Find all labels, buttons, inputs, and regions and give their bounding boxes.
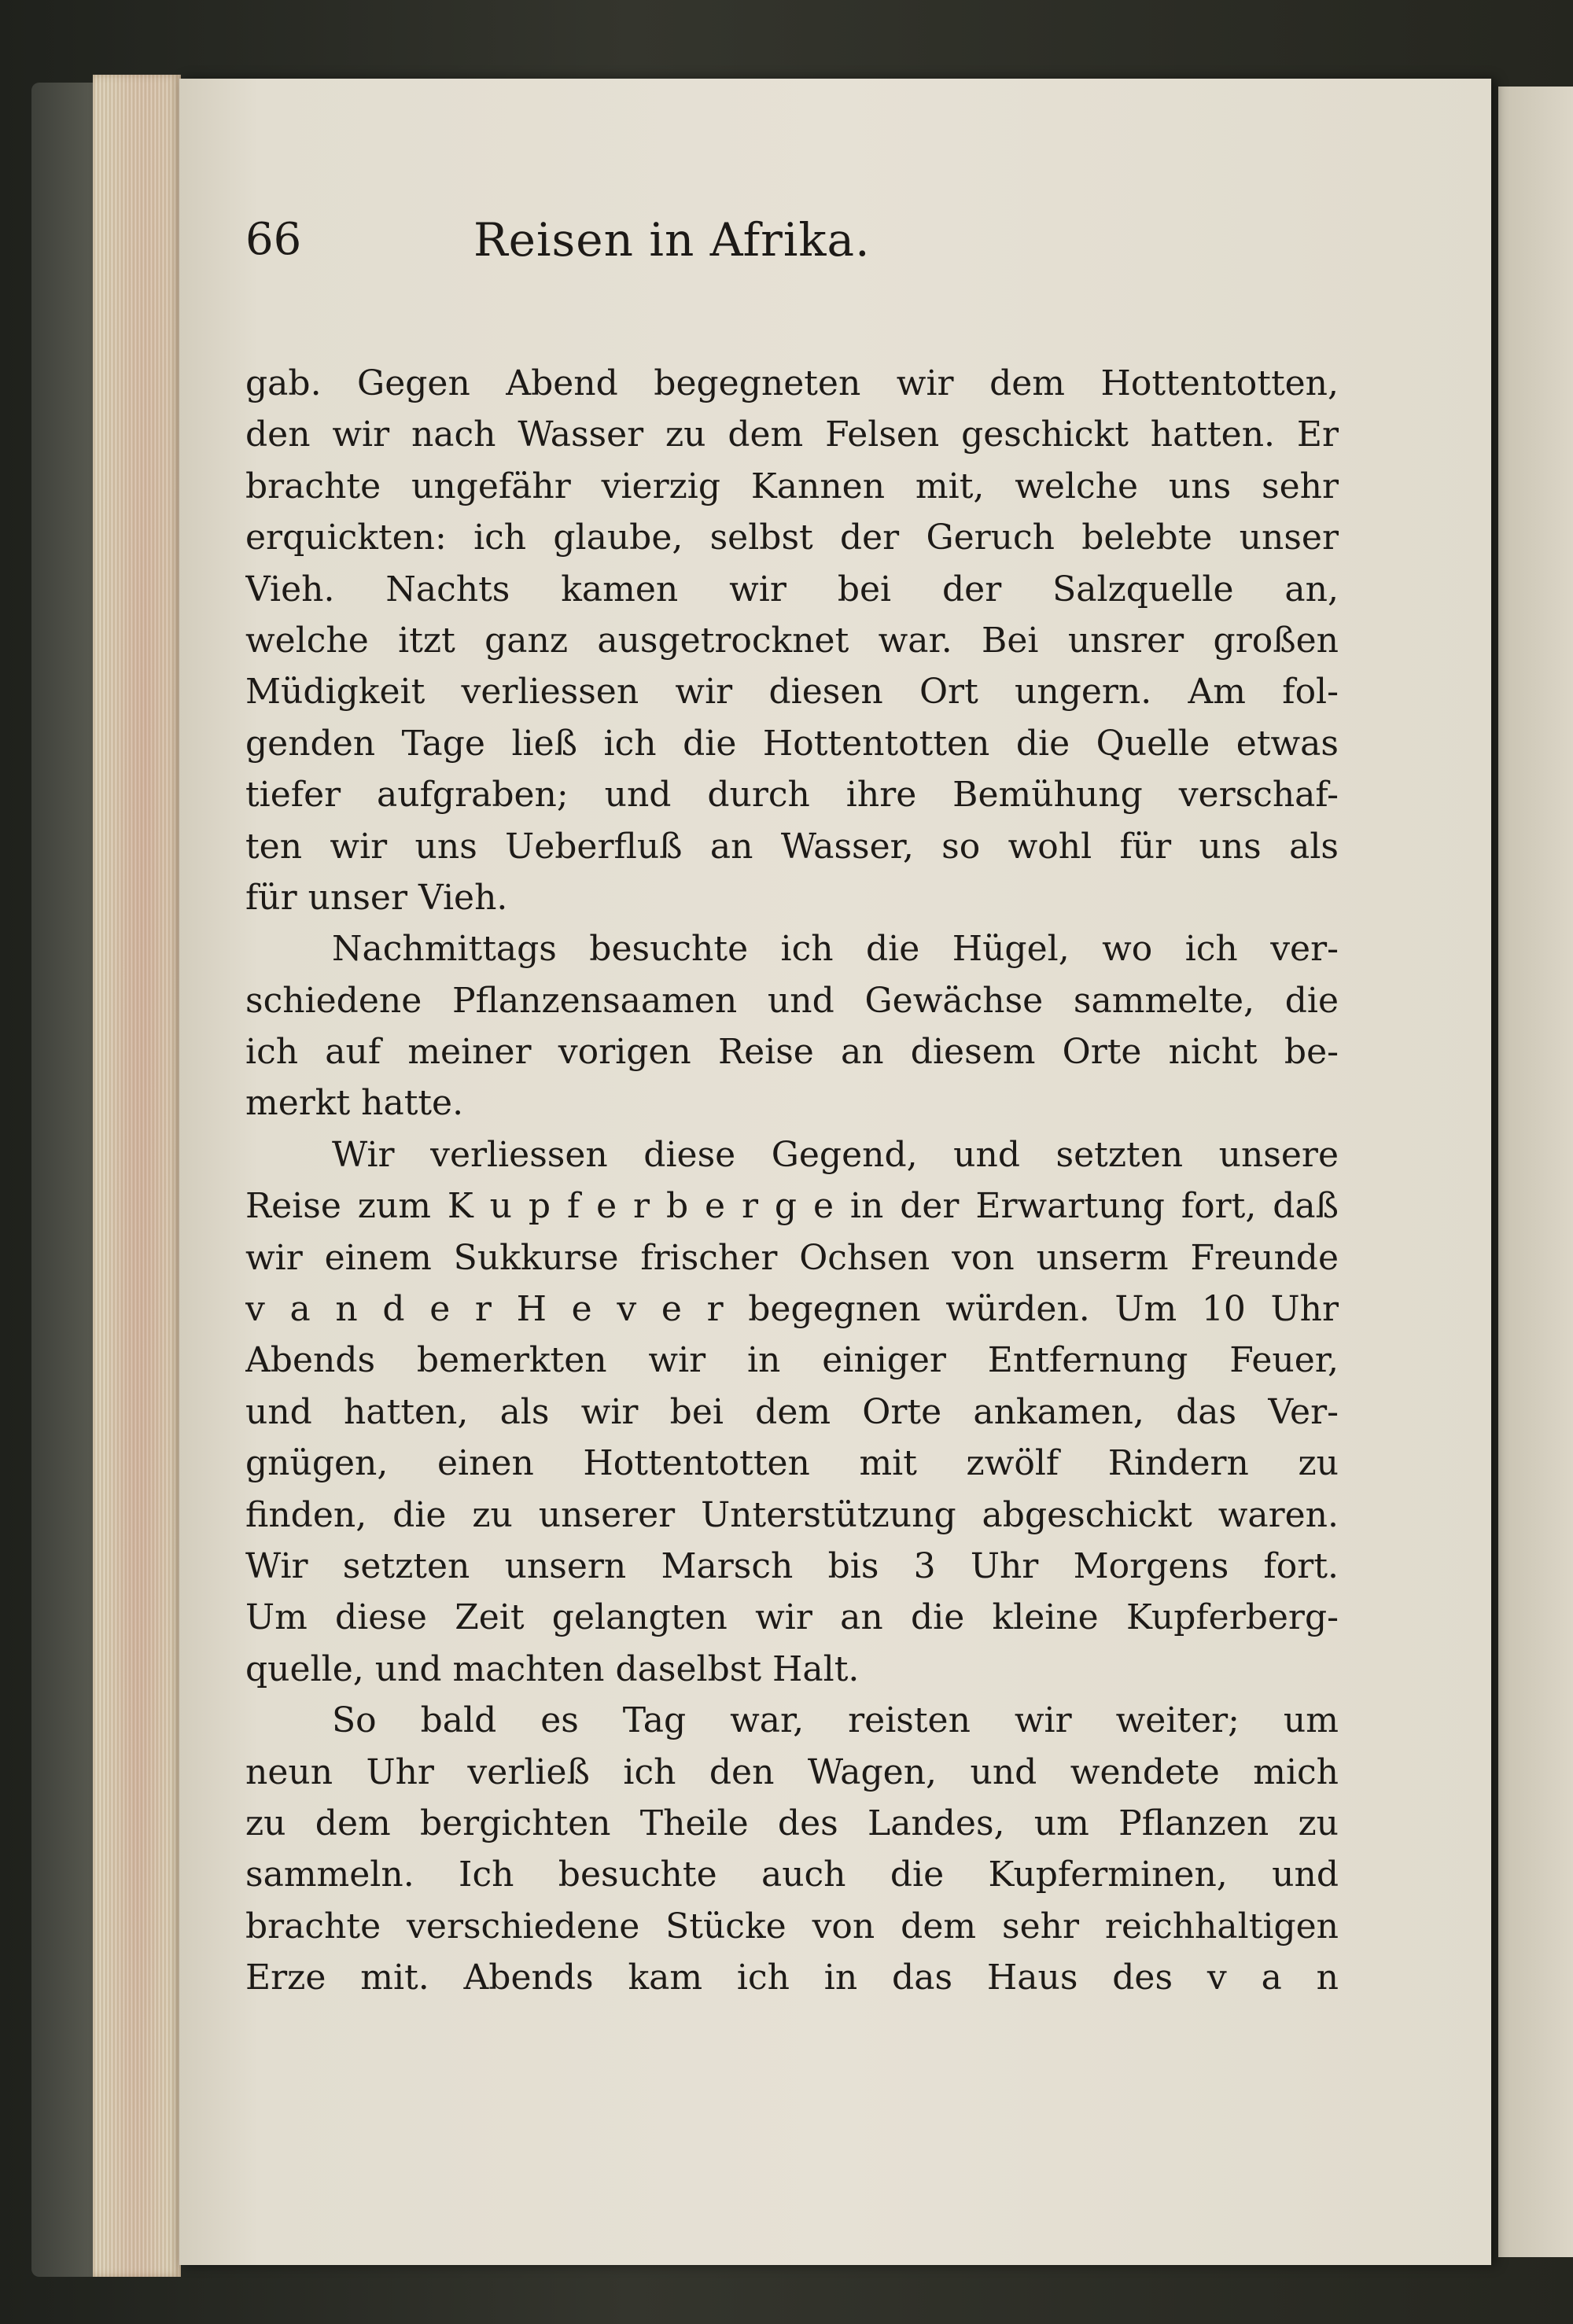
text-line: Wir verliessen diese Gegend, und setzten unsere bbox=[332, 1134, 1339, 1175]
text-line: Um diese Zeit gelangten wir an die kleine Kupferberg- bbox=[245, 1597, 1339, 1638]
text-line: ten wir uns Ueberfluß an Wasser, so wohl für uns als bbox=[245, 826, 1339, 867]
text-line: zu dem bergichten Theile des Landes, um Pflanzen zu bbox=[245, 1803, 1339, 1843]
text-line: Vieh. Nachts kamen wir bei der Salzquelle an, bbox=[245, 569, 1339, 610]
text-line: und hatten, als wir bei dem Orte ankamen, das Ver- bbox=[245, 1391, 1339, 1432]
text-line: ich auf meiner vorigen Reise an diesem Orte nicht be- bbox=[245, 1032, 1339, 1073]
page-number: 66 bbox=[245, 214, 302, 265]
text-line: Reise zum K u p f e r b e r g e in der Erwartung fort, daß bbox=[245, 1186, 1339, 1227]
text-line: schiedene Pflanzensaamen und Gewächse sammelte, die bbox=[245, 980, 1339, 1021]
text-line: merkt hatte. bbox=[245, 1083, 464, 1124]
text-line: quelle, und machten daselbst Halt. bbox=[245, 1648, 860, 1689]
text-line: brachte verschiedene Stücke von dem sehr reichhaltigen bbox=[245, 1906, 1339, 1946]
text-line: welche itzt ganz ausgetrocknet war. Bei unsrer großen bbox=[245, 620, 1339, 661]
text-line: gab. Gegen Abend begegneten wir dem Hottentotten, bbox=[245, 363, 1339, 403]
text-line: sammeln. Ich besuchte auch die Kupferminen, und bbox=[245, 1854, 1339, 1895]
running-head: Reisen in Afrika. bbox=[473, 213, 871, 267]
text-line: v a n d e r H e v e r begegnen würden. Um 10 Uhr bbox=[245, 1289, 1339, 1330]
text-line: neun Uhr verließ ich den Wagen, und wendete mich bbox=[245, 1751, 1339, 1792]
text-line: den wir nach Wasser zu dem Felsen geschickt hatten. Er bbox=[245, 414, 1339, 455]
text-line: tiefer aufgraben; und durch ihre Bemühung verschaf- bbox=[245, 775, 1339, 816]
text-line: gnügen, einen Hottentotten mit zwölf Rindern zu bbox=[245, 1443, 1339, 1484]
text-line: genden Tage ließ ich die Hottentotten die Quelle etwas bbox=[245, 723, 1339, 764]
page-stack-edges bbox=[93, 75, 181, 2277]
text-line: für unser Vieh. bbox=[245, 877, 508, 918]
page-body-text bbox=[245, 358, 1339, 2004]
text-line: Erze mit. Abends kam ich in das Haus des v a n bbox=[245, 1958, 1339, 1998]
text-line: Wir setzten unsern Marsch bis 3 Uhr Morgens fort. bbox=[245, 1545, 1339, 1586]
text-line: erquickten: ich glaube, selbst der Geruch belebte unser bbox=[245, 517, 1339, 558]
facing-page-edge bbox=[1498, 87, 1573, 2257]
text-line: wir einem Sukkurse frischer Ochsen von unserm Freunde bbox=[245, 1237, 1339, 1278]
text-line: brachte ungefähr vierzig Kannen mit, welche uns sehr bbox=[245, 466, 1339, 506]
text-line: Abends bemerkten wir in einiger Entfernung Feuer, bbox=[245, 1340, 1339, 1381]
text-line: Nachmittags besuchte ich die Hügel, wo ich ver- bbox=[332, 929, 1339, 970]
text-line: Müdigkeit verliessen wir diesen Ort ungern. Am fol- bbox=[245, 672, 1339, 713]
text-line: So bald es Tag war, reisten wir weiter; um bbox=[332, 1700, 1339, 1741]
page-header bbox=[245, 197, 1315, 283]
text-line: finden, die zu unserer Unterstützung abgeschickt waren. bbox=[245, 1494, 1339, 1535]
